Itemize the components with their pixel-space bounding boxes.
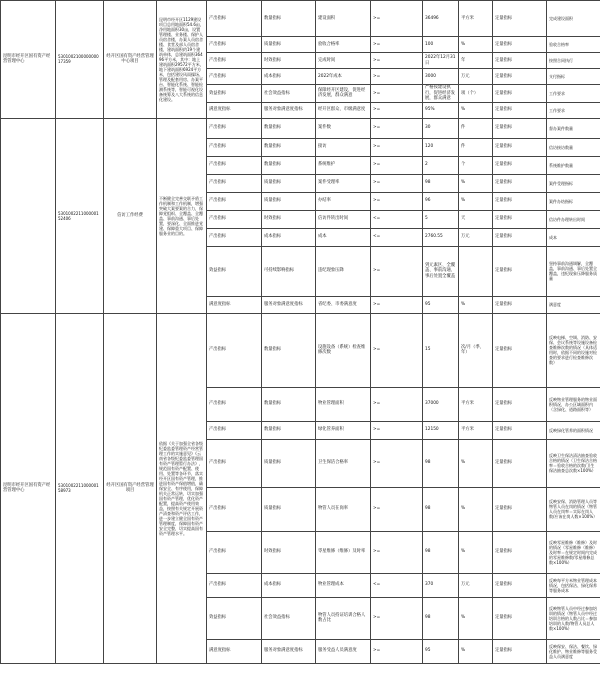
indicator-type-cell: 定量指标 [493,192,547,210]
level3-indicator-cell: 办结率 [316,192,371,210]
level3-indicator-cell: 物业管理成本 [316,573,371,597]
level2-indicator-cell: 社会效益指标 [262,85,316,103]
indicator-type-cell: 定量指标 [493,639,547,663]
project-code-cell: 530100210000000017359 [56,1,104,119]
level3-indicator-cell: 成本 [316,228,371,246]
note-cell: 工作要求 [547,85,600,103]
unit-cell: % [459,439,493,487]
level2-indicator-cell: 数量指标 [262,313,316,387]
level3-indicator-cell: 经开区群众、市级满意度 [316,102,371,118]
operator-cell: >= [371,1,423,37]
note-cell: 成本 [547,228,600,246]
target-value-cell: 5 [423,210,459,228]
note-cell: 完成建设面积 [547,1,600,37]
target-value-cell: 95 [423,296,459,313]
note-cell: 验收合格率 [547,37,600,53]
table-row [1,313,600,387]
operator-cell: >= [371,296,423,313]
unit-cell: % [459,296,493,313]
note-cell: 反映零星维修（维修）及时的情况（零星维修（维修）及时率＝在规定时间内完成的零星维修数/零星维修总数×100%） [547,531,600,573]
note-cell: 反映保安、保洁、餐饮、绿化维护、物业维修等服务受益人员满意度 [547,639,600,663]
target-value-cell: 96 [423,192,459,210]
unit-cell: 平方米 [459,421,493,439]
project-name-cell: 经开区国有资产经营管理中心项目 [104,1,157,119]
level1-indicator-cell: 产出指标 [207,439,262,487]
target-value-cell: 100 [423,37,459,53]
indicator-type-cell: 定量指标 [493,37,547,53]
level2-indicator-cell: 数量指标 [262,138,316,156]
level1-indicator-cell: 产出指标 [207,1,262,37]
target-value-cell: 3000 [423,69,459,85]
level2-indicator-cell: 数量指标 [262,421,316,439]
project-name-cell: 经开区国有资产经营管理项目 [104,313,157,663]
table-row [1,1,600,37]
level3-indicator-cell: 保障经开区建设，促进经济发展，群众满意 [316,85,371,103]
indicator-type-cell: 定量指标 [493,421,547,439]
operator-cell: >= [371,53,423,69]
level3-indicator-cell: 卫生保洁合格率 [316,439,371,487]
unit-cell: 万元 [459,228,493,246]
target-value-cell: 12150 [423,421,459,439]
level2-indicator-cell: 时效指标 [262,53,316,69]
unit-cell: % [459,102,493,118]
indicator-type-cell: 定量指标 [493,228,547,246]
indicator-type-cell: 定量指标 [493,69,547,85]
level3-indicator-cell: 物管人员持证培训合格人数占比 [316,597,371,639]
unit-cell: 万元 [459,573,493,597]
level1-indicator-cell: 产出指标 [207,487,262,531]
indicator-type-cell: 定量指标 [493,387,547,421]
unit-cell: % [459,487,493,531]
level1-indicator-cell: 满意度指标 [207,296,262,313]
level1-indicator-cell: 产出指标 [207,69,262,85]
note-cell: 案件办结指标 [547,192,600,210]
level3-indicator-cell: 完成时间 [316,53,371,69]
operator-cell: >= [371,102,423,118]
operator-cell: >= [371,37,423,53]
indicator-type-cell: 定量指标 [493,156,547,174]
unit-cell: 天 [459,210,493,228]
level3-indicator-cell: 零星维修（维修）及时率 [316,531,371,573]
project-code-cell: 530100221100000152406 [56,118,104,313]
level2-indicator-cell: 数量指标 [262,387,316,421]
indicator-type-cell: 定量指标 [493,597,547,639]
note-cell: 反映绿化管养的面积情况 [547,421,600,439]
level3-indicator-cell: 省纪委、市委满意度 [316,296,371,313]
level1-indicator-cell: 产出指标 [207,210,262,228]
note-cell: 满意度 [547,296,600,313]
operator-cell: >= [371,387,423,421]
target-value-cell: 98 [423,174,459,192]
department-cell: 昆明市经开区国有资产经营管理中心 [1,1,56,119]
level2-indicator-cell: 数量指标 [262,156,316,174]
level3-indicator-cell: 违纪现象压降 [316,246,371,296]
target-value-cell: 95% [423,102,459,118]
level3-indicator-cell: 案件受理率 [316,174,371,192]
level1-indicator-cell: 产出指标 [207,37,262,53]
indicator-type-cell: 定量指标 [493,573,547,597]
operator-cell: <= [371,228,423,246]
level3-indicator-cell: 设施设备（系统）检查维修次数 [316,313,371,387]
indicator-type-cell: 定量指标 [493,102,547,118]
unit-cell: % [459,174,493,192]
indicator-type-cell: 定量指标 [493,439,547,487]
level3-indicator-cell: 系统维护 [316,156,371,174]
level3-indicator-cell: 信访件转出时间 [316,210,371,228]
indicator-type-cell: 定量指标 [493,531,547,573]
note-cell: 案件受理指标 [547,174,600,192]
level2-indicator-cell: 数量指标 [262,1,316,37]
indicator-type-cell: 定量指标 [493,85,547,103]
indicator-type-cell: 定量指标 [493,174,547,192]
level3-indicator-cell: 验收合格率 [316,37,371,53]
target-value-cell: 36496 [423,1,459,37]
note-cell: 督办案件数量 [547,118,600,138]
operator-cell: >= [371,69,423,85]
unit-cell: 个 [459,156,493,174]
table-row [1,118,600,138]
unit-cell: 平方米 [459,1,493,37]
level1-indicator-cell: 产出指标 [207,138,262,156]
level2-indicator-cell: 时效指标 [262,210,316,228]
target-value-cell: 2 [423,156,459,174]
note-cell: 系统维护数量 [547,156,600,174]
operator-cell: <= [371,573,423,597]
level2-indicator-cell: 服务对象满意度指标 [262,296,316,313]
target-value-cell: 2760.55 [423,228,459,246]
level1-indicator-cell: 产出指标 [207,156,262,174]
operator-cell: >= [371,85,423,103]
unit-cell: 件 [459,138,493,156]
note-cell: 反映电梯、空调、消防、安保、会议系统等设施设备检查维修次数的情况（具体适用时，依据不同的设施对检查的要求进行检查维修次数） [547,313,600,387]
department-cell: 昆明市经开区国有资产经营管理中心 [1,313,56,663]
note-cell: 支付指标 [547,69,600,85]
department-cell [1,118,56,313]
level2-indicator-cell: 成本指标 [262,69,316,85]
target-value-cell: 到元素区、全覆盖、事前沟通、事后处置全覆盖 [423,246,459,296]
operator-cell: >= [371,192,423,210]
level2-indicator-cell: 成本指标 [262,228,316,246]
level1-indicator-cell: 产出指标 [207,573,262,597]
indicator-type-cell: 定量指标 [493,138,547,156]
level2-indicator-cell: 服务对象满意度指标 [262,639,316,663]
level3-indicator-cell: 接访 [316,138,371,156]
note-cell: 反映每平方米物业管理成本情况，包括保洁、绿化保养等服务成本 [547,573,600,597]
target-value-cell: 98 [423,597,459,639]
level1-indicator-cell: 效益指标 [207,85,262,103]
level3-indicator-cell: 建设面积 [316,1,371,37]
level2-indicator-cell: 服务对象满意度指标 [262,102,316,118]
unit-cell: 万元 [459,69,493,85]
operator-cell: <= [371,210,423,228]
note-cell: 信访件办理转出时间 [547,210,600,228]
target-value-cell: 严格按建设执行，促进经济发展，群众满意 [423,85,459,103]
level2-indicator-cell: 质量指标 [262,487,316,531]
operator-cell: >= [371,421,423,439]
note-cell: 反映卫生保洁清洁抽查验收合格的情况（卫生保洁合格率＝验收合格的次数/卫生保洁抽查总次数×100%） [547,439,600,487]
level1-indicator-cell: 满意度指标 [207,639,262,663]
unit-cell: % [459,531,493,573]
unit-cell: % [459,192,493,210]
level1-indicator-cell: 产出指标 [207,192,262,210]
level1-indicator-cell: 效益指标 [207,246,262,296]
indicator-type-cell: 定量指标 [493,118,547,138]
note-cell: 信访接访数量 [547,138,600,156]
operator-cell: >= [371,597,423,639]
level3-indicator-cell: 物业管理面积 [316,387,371,421]
level3-indicator-cell: 案件数 [316,118,371,138]
indicator-type-cell: 定量指标 [493,487,547,531]
unit-cell: 项（个） [459,85,493,103]
note-cell: 坚持事前沟通调解，全覆盖，事前沟通、事后处置全覆盖，违纪现象压降服务质量 [547,246,600,296]
project-description-cell: 不断健全完善交联矛盾工作机制和工作机制，增强突破大案要案的合力，保障党组织、全覆盖、全覆盖、事前沟通、事后处置，要深化、全面推进党建、保障重大项目、保障服务业的目的。 [157,118,207,313]
level2-indicator-cell: 数量指标 [262,118,316,138]
level1-indicator-cell: 产出指标 [207,421,262,439]
operator-cell: >= [371,487,423,531]
level1-indicator-cell: 产出指标 [207,118,262,138]
note-cell: 工作要求 [547,102,600,118]
unit-cell: 平方米 [459,387,493,421]
level2-indicator-cell: 质量指标 [262,174,316,192]
level2-indicator-cell: 社会效益指标 [262,597,316,639]
level1-indicator-cell: 产出指标 [207,53,262,69]
level1-indicator-cell: 产出指标 [207,174,262,192]
level1-indicator-cell: 产出指标 [207,313,262,387]
project-description-cell: 依据《关于加强全省各级纪委监委管理资产经营管理工作的实施意见》《云南省各级纪委监委管理国有资产管理暂行办法》，规范国有资产配置、使用、处置等各环节，落实经开区国有资产管理，推进国有资产保值增值，确保安全、有序使用，保障机关正常运转，切实加强国有资产管理，优化资产配置，提高资产使用效益，按照有关规定开展资产清查和资产评估工作，进一步建立健全国有资产管理制度，保障国有资产安全完整，切实提高国有资产管理水平。 [157,313,207,663]
operator-cell: >= [371,118,423,138]
operator-cell: >= [371,156,423,174]
target-value-cell: 98 [423,439,459,487]
target-value-cell: 370 [423,573,459,597]
target-value-cell: 2022年12月31日 [423,53,459,69]
level3-indicator-cell: 服务受益人员满意度 [316,639,371,663]
note-cell: 反映物管人员中经过参加培训的情况（物管人员中经过培训合格的人数占比＝参加培训的人数/物管人员总人数×100%） [547,597,600,639]
unit-cell [459,246,493,296]
unit-cell: 年 [459,53,493,69]
target-value-cell: 95 [423,639,459,663]
indicator-type-cell: 定量指标 [493,313,547,387]
operator-cell: >= [371,174,423,192]
unit-cell: 次/月（季、年） [459,313,493,387]
level1-indicator-cell: 产出指标 [207,531,262,573]
indicator-type-cell: 定量指标 [493,246,547,296]
level3-indicator-cell: 绿化管养面积 [316,421,371,439]
indicator-type-cell: 定量指标 [493,296,547,313]
level2-indicator-cell: 时效指标 [262,531,316,573]
operator-cell: >= [371,639,423,663]
level1-indicator-cell: 产出指标 [207,387,262,421]
level2-indicator-cell: 质量指标 [262,439,316,487]
note-cell: 反映安保、消防管理人员等物管人员在岗的情况（物管人员在岗率＝实际在岗人数/应该在岗人数×100%） [547,487,600,531]
project-description-cell: 昆明市经开区1129建设项目总用地面积54.6亩，净用地面积30亩，设置管理楼、业务楼、保护人员宿舍楼，办案人员宿舍楼、食堂及部人员宿舍楼，建筑面积约19个建筑单体，总建筑面积36496平方米，其中：地上建筑面积29572平方米，地下建筑面积6924平方米，包括建设风雨操场、管理及配套用房、办案平台、智能化系统、智能检测系统等，智能可视化设备统筹及八大系统的信息化建设。 [157,1,207,119]
target-value-cell: 98 [423,487,459,531]
indicator-type-cell: 定量指标 [493,210,547,228]
indicator-type-cell: 定量指标 [493,53,547,69]
unit-cell: % [459,597,493,639]
operator-cell: >= [371,439,423,487]
target-value-cell: 120 [423,138,459,156]
level2-indicator-cell: 质量指标 [262,37,316,53]
target-value-cell: 15 [423,313,459,387]
unit-cell: 件 [459,118,493,138]
indicator-type-cell: 定量指标 [493,1,547,37]
unit-cell: % [459,37,493,53]
table-body [1,1,600,664]
level2-indicator-cell: 可持续影响指标 [262,246,316,296]
note-cell: 反映物业管理服务的物业面积情况，办公区域面积内（含绿化、道路面积等） [547,387,600,421]
level1-indicator-cell: 满意度指标 [207,102,262,118]
level2-indicator-cell: 成本指标 [262,573,316,597]
target-value-cell: 30 [423,118,459,138]
level2-indicator-cell: 质量指标 [262,192,316,210]
level3-indicator-cell: 物管人员在岗率 [316,487,371,531]
note-cell: 按照合同执行 [547,53,600,69]
operator-cell: >= [371,313,423,387]
project-code-cell: 530100221100000158973 [56,313,104,663]
unit-cell: % [459,639,493,663]
level1-indicator-cell: 产出指标 [207,228,262,246]
target-value-cell: 37000 [423,387,459,421]
target-value-cell: 98 [423,531,459,573]
level3-indicator-cell: 2022年成本 [316,69,371,85]
operator-cell: >= [371,138,423,156]
operator-cell: >= [371,246,423,296]
operator-cell: >= [371,531,423,573]
level1-indicator-cell: 效益指标 [207,597,262,639]
project-name-cell: 信访工作经费 [104,118,157,313]
